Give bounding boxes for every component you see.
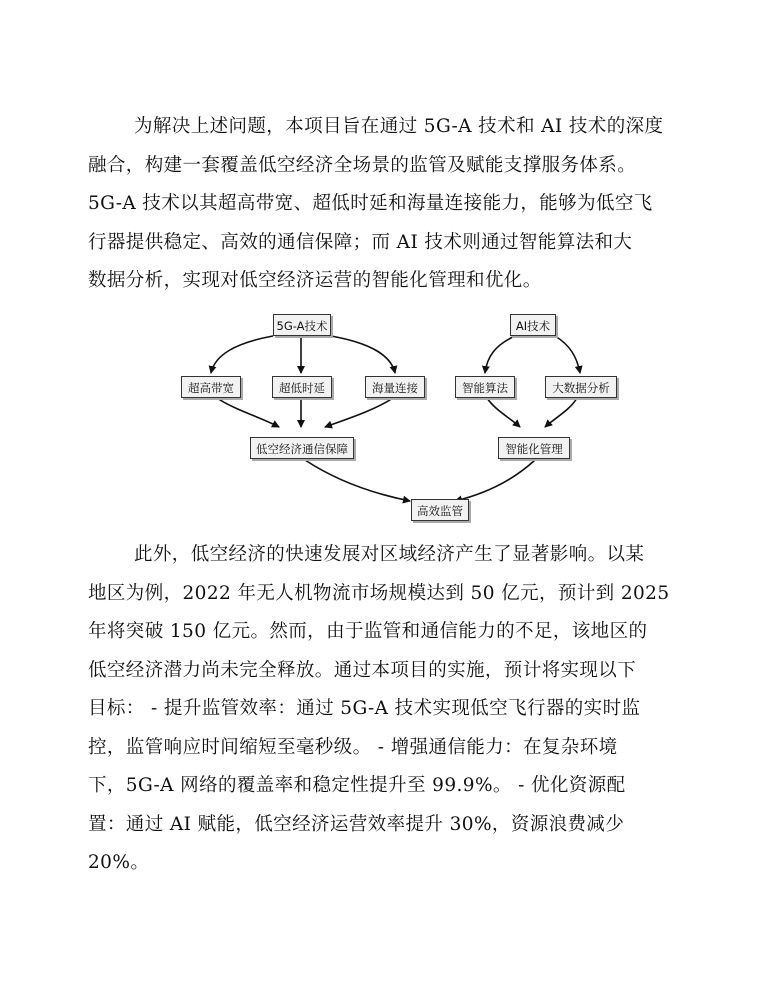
paragraph-line: 目标： - 提升监管效率：通过 5G-A 技术实现低空飞行器的实时监 <box>88 698 641 719</box>
paragraph-line: 下，5G-A 网络的覆盖率和稳定性提升至 99.9%。 - 优化资源配 <box>88 775 626 796</box>
diagram-arrows <box>165 305 625 527</box>
arrow-algorithm-mgmt <box>487 398 520 427</box>
paragraph-line: 低空经济潜力尚未完全释放。通过本项目的实施，预计将实现以下 <box>88 659 637 681</box>
arrow-ai-bigdata <box>555 336 580 373</box>
paragraph-line: 为解决上述问题，本项目旨在通过 5G-A 技术和 AI 技术的深度 <box>134 116 664 137</box>
arrow-mgmt-supervision <box>455 460 535 501</box>
arrow-comm-supervision <box>305 460 410 501</box>
node-smart-algorithm: 智能算法 <box>455 376 515 398</box>
paragraph-line: 地区为例，2022 年无人机物流市场规模达到 50 亿元，预计到 2025 <box>88 582 670 604</box>
node-massive-connection: 海量连接 <box>365 376 425 398</box>
arrow-bandwidth-comm <box>217 398 279 427</box>
paragraph-line: 5G-A 技术以其超高带宽、超低时延和海量连接能力，能够为低空飞 <box>88 193 653 214</box>
arrow-ai-algorithm <box>485 336 515 373</box>
node-big-data-analysis: 大数据分析 <box>545 376 617 398</box>
paragraph-intro <box>88 108 678 301</box>
flow-diagram <box>165 305 625 527</box>
node-efficient-supervision: 高效监管 <box>411 499 469 521</box>
node-5ga-tech: 5G-A技术 <box>273 314 331 336</box>
paragraph-line: 置：通过 AI 赋能，低空经济运营效率提升 30%，资源浪费减少 <box>88 813 625 835</box>
paragraph-line: 此外，低空经济的快速发展对区域经济产生了显著影响。以某 <box>134 544 645 565</box>
node-comm-guarantee: 低空经济通信保障 <box>250 437 354 459</box>
paragraph-line: 20%。 <box>88 852 150 873</box>
paragraph-line: 数据分析，实现对低空经济运营的智能化管理和优化。 <box>88 270 542 291</box>
node-ultra-bandwidth: 超高带宽 <box>181 376 241 398</box>
node-ultra-low-latency: 超低时延 <box>272 376 332 398</box>
paragraph-line: 年将突破 150 亿元。然而，由于监管和通信能力的不足，该地区的 <box>88 621 648 642</box>
paragraph-line: 融合，构建一套覆盖低空经济全场景的监管及赋能支撑服务体系。 <box>88 154 637 176</box>
node-smart-management: 智能化管理 <box>498 437 570 459</box>
arrow-5ga-connection <box>331 336 395 373</box>
arrow-5ga-bandwidth <box>211 336 273 373</box>
paragraph-impact <box>88 536 678 883</box>
arrow-bigdata-mgmt <box>545 398 577 427</box>
paragraph-line: 控，监管响应时间缩短至毫秒级。 - 增强通信能力：在复杂环境 <box>88 736 618 758</box>
arrow-connection-comm <box>325 398 393 427</box>
node-ai-tech: AI技术 <box>510 314 556 336</box>
paragraph-line: 行器提供稳定、高效的通信保障；而 AI 技术则通过智能算法和大 <box>88 231 633 253</box>
